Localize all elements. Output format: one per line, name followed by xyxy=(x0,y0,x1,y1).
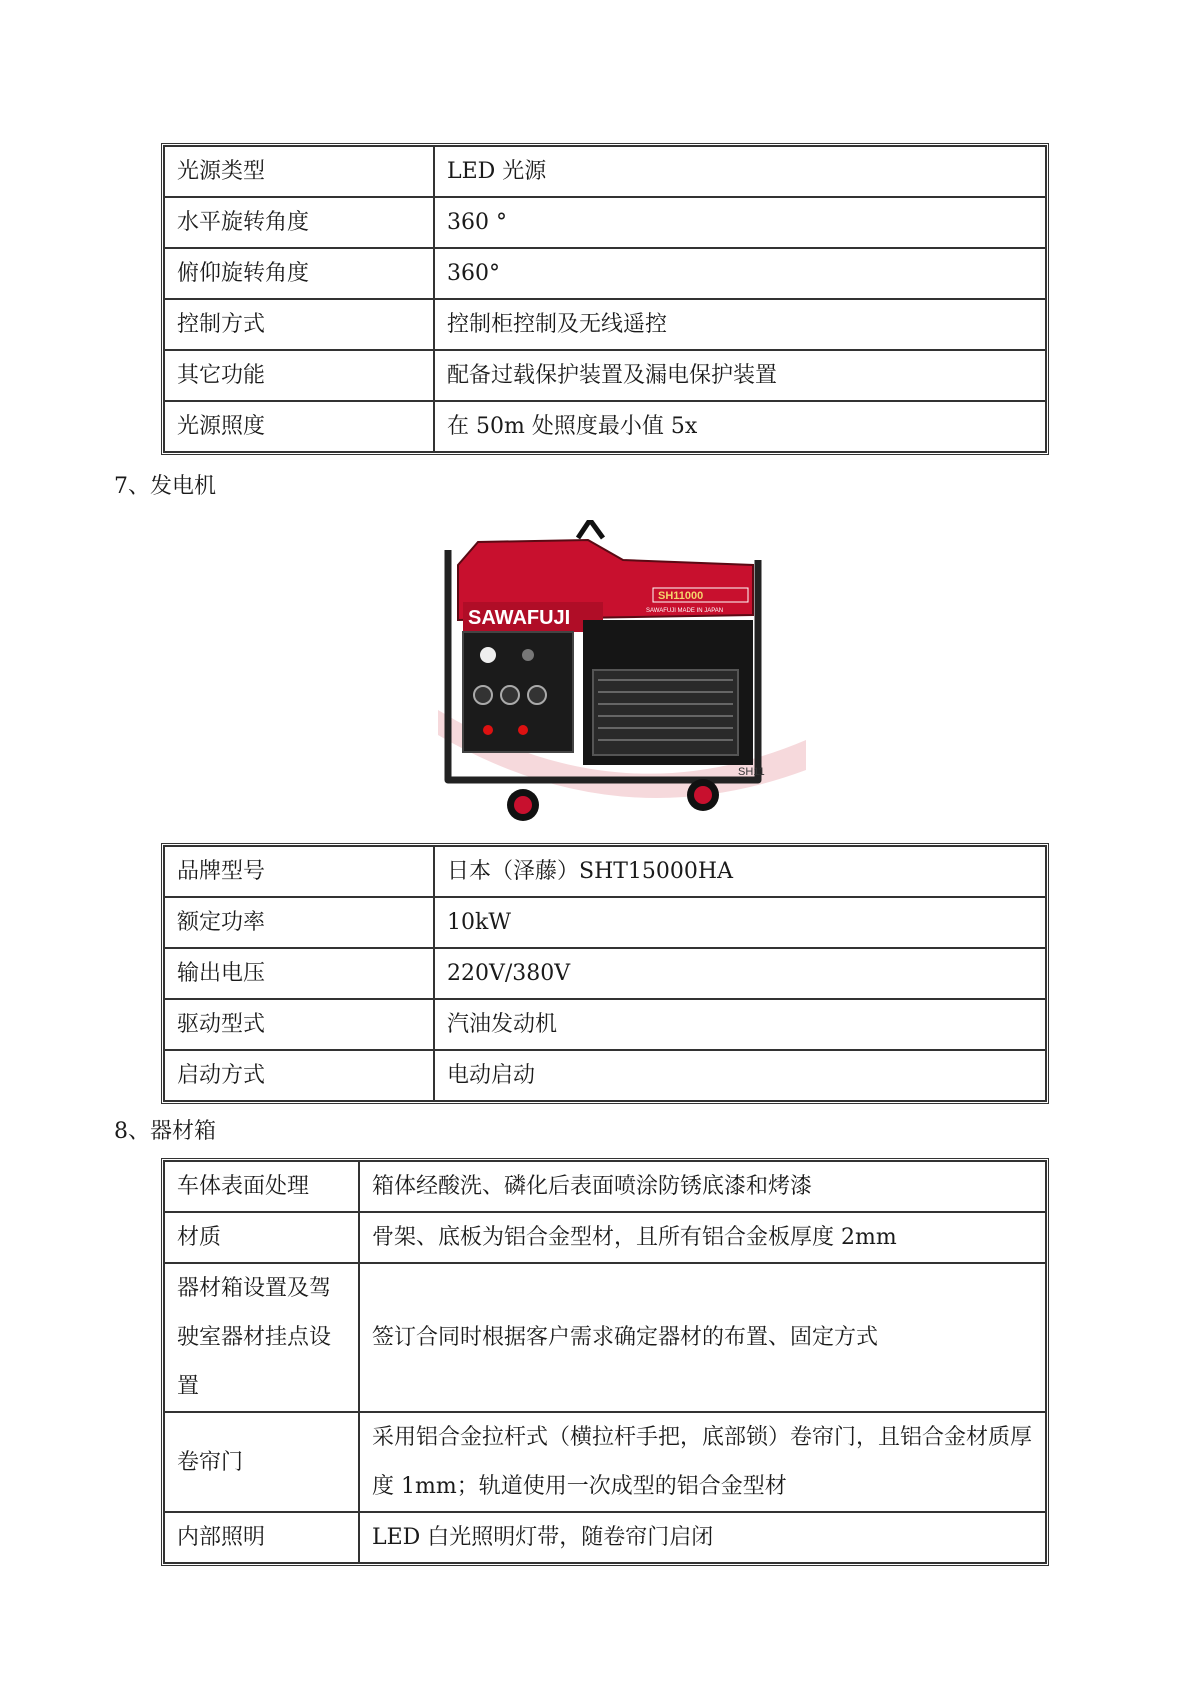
table-row xyxy=(164,146,1046,197)
socket-icon xyxy=(501,686,519,704)
spec-label: 车体表面处理 xyxy=(164,1161,359,1212)
table-row xyxy=(164,401,1046,452)
photo-caption: SH11 xyxy=(738,766,765,778)
spec-label: 控制方式 xyxy=(164,299,434,350)
socket-icon xyxy=(474,686,492,704)
table-row xyxy=(164,846,1046,897)
gauge-icon xyxy=(480,647,496,663)
switch-icon xyxy=(522,649,534,661)
table-row xyxy=(164,299,1046,350)
spec-value: 骨架、底板为铝合金型材，且所有铝合金板厚度 2mm xyxy=(359,1212,1046,1263)
spec-value: 控制柜控制及无线遥控 xyxy=(434,299,1046,350)
spec-value: 10kW xyxy=(434,897,1046,948)
spec-value: 采用铝合金拉杆式（横拉杆手把，底部锁）卷帘门，且铝合金材质厚度 1mm；轨道使用一次成型的铝合金型材 xyxy=(359,1412,1046,1512)
spec-value: 在 50m 处照度最小值 5x xyxy=(434,401,1046,452)
table-row xyxy=(164,1212,1046,1263)
spec-label: 光源照度 xyxy=(164,401,434,452)
spec-value: 汽油发动机 xyxy=(434,999,1046,1050)
terminal-icon xyxy=(483,725,493,735)
terminal-icon xyxy=(518,725,528,735)
wheel-hub xyxy=(694,786,712,804)
spec-label: 材质 xyxy=(164,1212,359,1263)
spec-value: 箱体经酸洗、磷化后表面喷涂防锈底漆和烤漆 xyxy=(359,1161,1046,1212)
spec-label: 内部照明 xyxy=(164,1512,359,1563)
spec-label: 额定功率 xyxy=(164,897,434,948)
spec-label: 输出电压 xyxy=(164,948,434,999)
section-heading-equipment-box: 8、器材箱 xyxy=(114,1119,216,1144)
spec-value: 签订合同时根据客户需求确定器材的布置、固定方式 xyxy=(359,1263,1046,1412)
made-in-label: SAWAFUJI MADE IN JAPAN xyxy=(646,608,724,614)
spec-value: 360° xyxy=(434,248,1046,299)
socket-icon xyxy=(528,686,546,704)
spec-value: LED 光源 xyxy=(434,146,1046,197)
table-row xyxy=(164,897,1046,948)
table-row xyxy=(164,1263,1046,1412)
equipment-box-spec-table xyxy=(161,1158,1049,1566)
spec-value: LED 白光照明灯带，随卷帘门启闭 xyxy=(359,1512,1046,1563)
spec-label: 水平旋转角度 xyxy=(164,197,434,248)
table-row xyxy=(164,948,1046,999)
spec-label: 器材箱设置及驾驶室器材挂点设置 xyxy=(164,1263,359,1412)
spec-value: 电动启动 xyxy=(434,1050,1046,1101)
section-heading-generator: 7、发电机 xyxy=(114,474,216,499)
spec-label: 光源类型 xyxy=(164,146,434,197)
spec-value: 配备过载保护装置及漏电保护装置 xyxy=(434,350,1046,401)
spec-value: 220V/380V xyxy=(434,948,1046,999)
generator-photo xyxy=(418,520,806,830)
engine-grille xyxy=(593,670,738,755)
light-spec-table xyxy=(161,143,1049,455)
table-row xyxy=(164,1161,1046,1212)
model-plate-label: SH11000 xyxy=(658,590,704,602)
table-row xyxy=(164,999,1046,1050)
spec-label: 俯仰旋转角度 xyxy=(164,248,434,299)
table-row xyxy=(164,197,1046,248)
table-row xyxy=(164,1050,1046,1101)
spec-label: 其它功能 xyxy=(164,350,434,401)
spec-value: 日本（泽藤）SHT15000HA xyxy=(434,846,1046,897)
brand-label: SAWAFUJI xyxy=(468,607,571,629)
spec-label: 品牌型号 xyxy=(164,846,434,897)
spec-label: 启动方式 xyxy=(164,1050,434,1101)
table-row xyxy=(164,248,1046,299)
table-row xyxy=(164,350,1046,401)
spec-label: 驱动型式 xyxy=(164,999,434,1050)
wheel-hub xyxy=(514,796,532,814)
generator-spec-table xyxy=(161,843,1049,1104)
table-row xyxy=(164,1512,1046,1563)
spec-value: 360 ° xyxy=(434,197,1046,248)
table-row xyxy=(164,1412,1046,1512)
spec-label: 卷帘门 xyxy=(164,1412,359,1512)
lift-handle xyxy=(578,520,603,538)
